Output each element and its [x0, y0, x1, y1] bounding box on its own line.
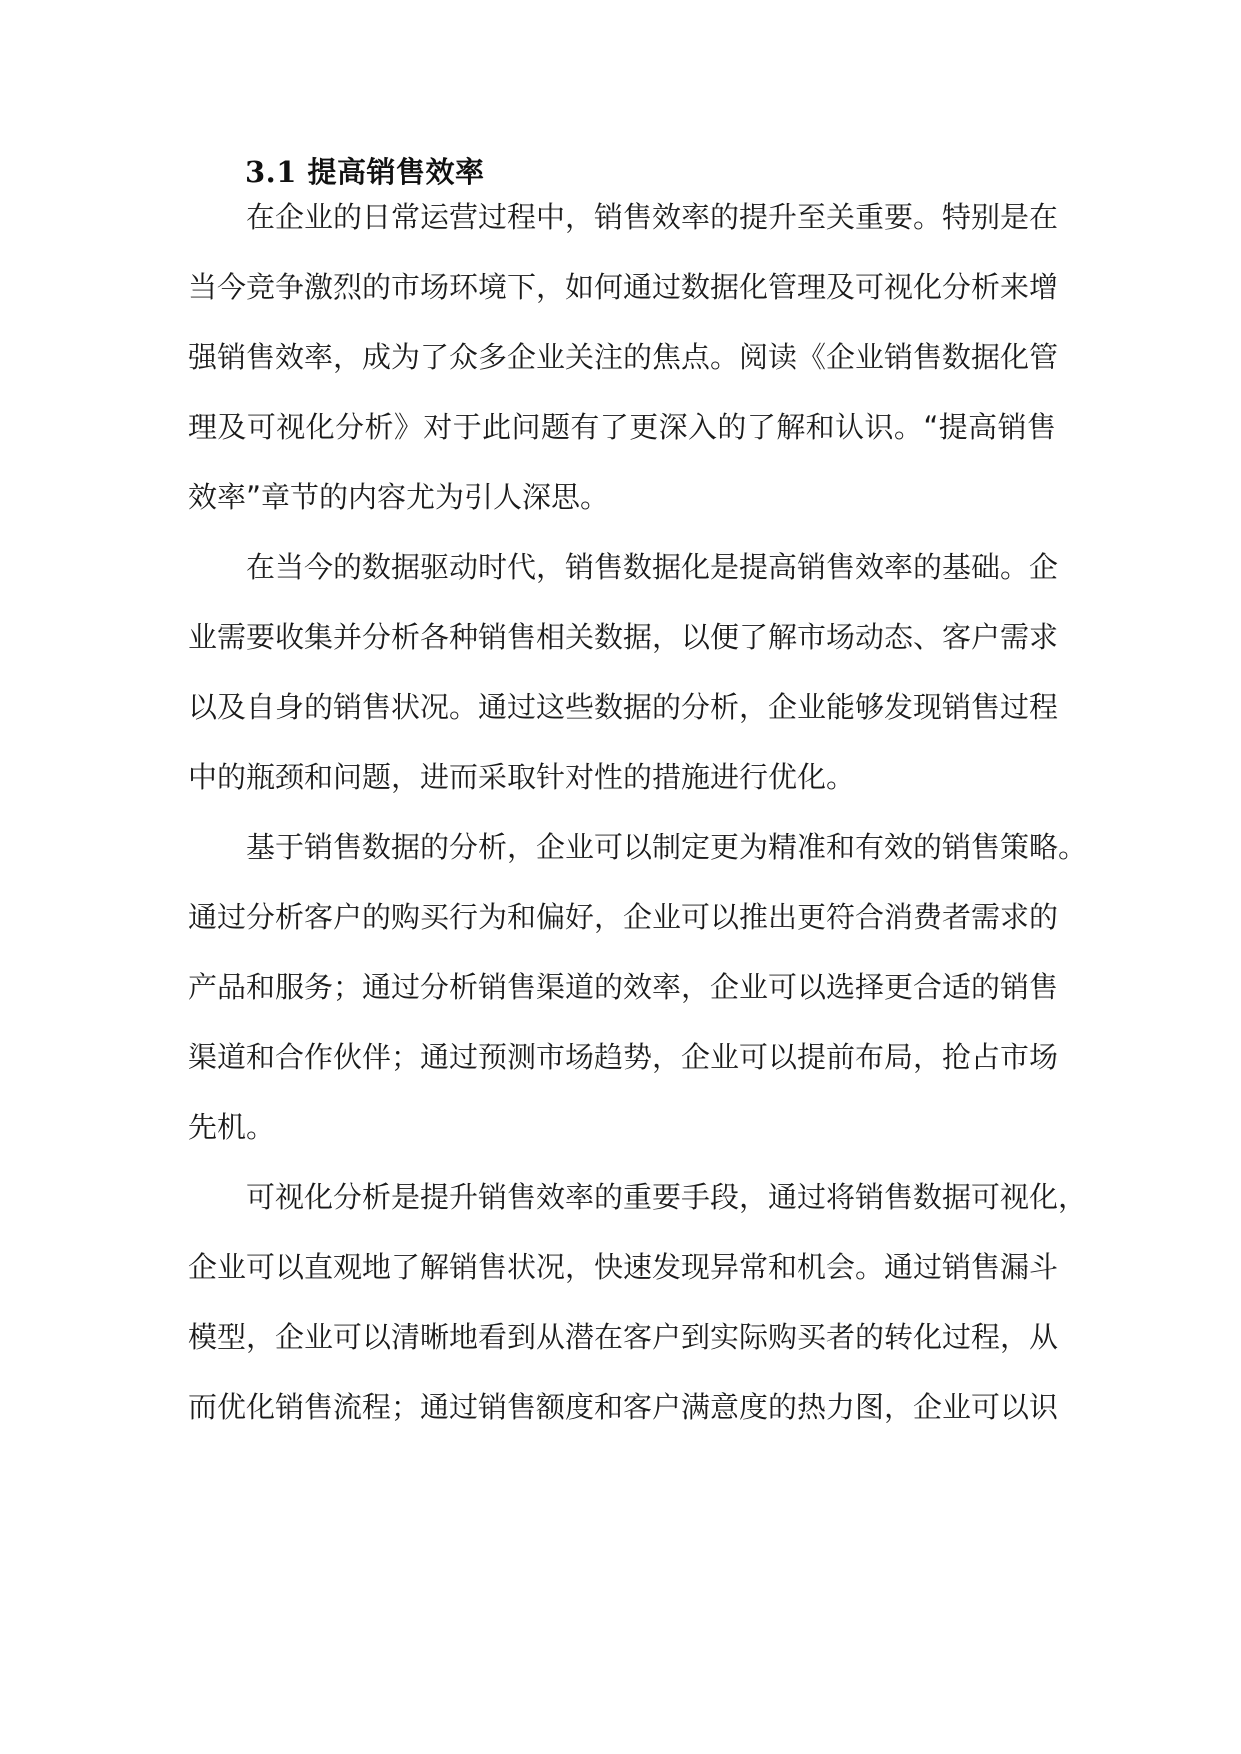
paragraph-2-line-2: 业需要收集并分析各种销售相关数据，以便了解市场动态、客户需求 — [188, 620, 1059, 654]
paragraph-4-line-1: 可视化分析是提升销售效率的重要手段，通过将销售数据可视化， — [246, 1180, 1088, 1214]
paragraph-3-line-2: 通过分析客户的购买行为和偏好，企业可以推出更符合消费者需求的 — [188, 900, 1059, 934]
paragraph-2-line-3: 以及自身的销售状况。通过这些数据的分析，企业能够发现销售过程 — [188, 690, 1059, 724]
paragraph-3-line-4: 渠道和合作伙伴；通过预测市场趋势，企业可以提前布局，抢占市场 — [188, 1040, 1059, 1074]
paragraph-1-line-1: 在企业的日常运营过程中，销售效率的提升至关重要。特别是在 — [246, 200, 1059, 234]
paragraph-4-line-4: 而优化销售流程；通过销售额度和客户满意度的热力图，企业可以识 — [188, 1390, 1059, 1424]
paragraph-3-line-3: 产品和服务；通过分析销售渠道的效率，企业可以选择更合适的销售 — [188, 970, 1059, 1004]
paragraph-1-line-2: 当今竞争激烈的市场环境下，如何通过数据化管理及可视化分析来增 — [188, 270, 1059, 304]
paragraph-3-line-5: 先机。 — [188, 1110, 276, 1144]
paragraph-1-line-5: 效率”章节的内容尤为引人深思。 — [188, 480, 610, 514]
paragraph-1-line-3: 强销售效率，成为了众多企业关注的焦点。阅读《企业销售数据化管 — [188, 340, 1059, 374]
paragraph-4-line-2: 企业可以直观地了解销售状况，快速发现异常和机会。通过销售漏斗 — [188, 1250, 1059, 1284]
paragraph-2-line-4: 中的瓶颈和问题，进而采取针对性的措施进行优化。 — [188, 760, 856, 794]
paragraph-1-line-4: 理及可视化分析》对于此问题有了更深入的了解和认识。“提高销售 — [188, 410, 1056, 444]
paragraph-4-line-3: 模型，企业可以清晰地看到从潜在客户到实际购买者的转化过程，从 — [188, 1320, 1059, 1354]
paragraph-2-line-1: 在当今的数据驱动时代，销售数据化是提高销售效率的基础。企 — [246, 550, 1059, 584]
paragraph-3-line-1: 基于销售数据的分析，企业可以制定更为精准和有效的销售策略。 — [246, 830, 1088, 864]
section-heading: 3.1 提高销售效率 — [245, 155, 485, 189]
